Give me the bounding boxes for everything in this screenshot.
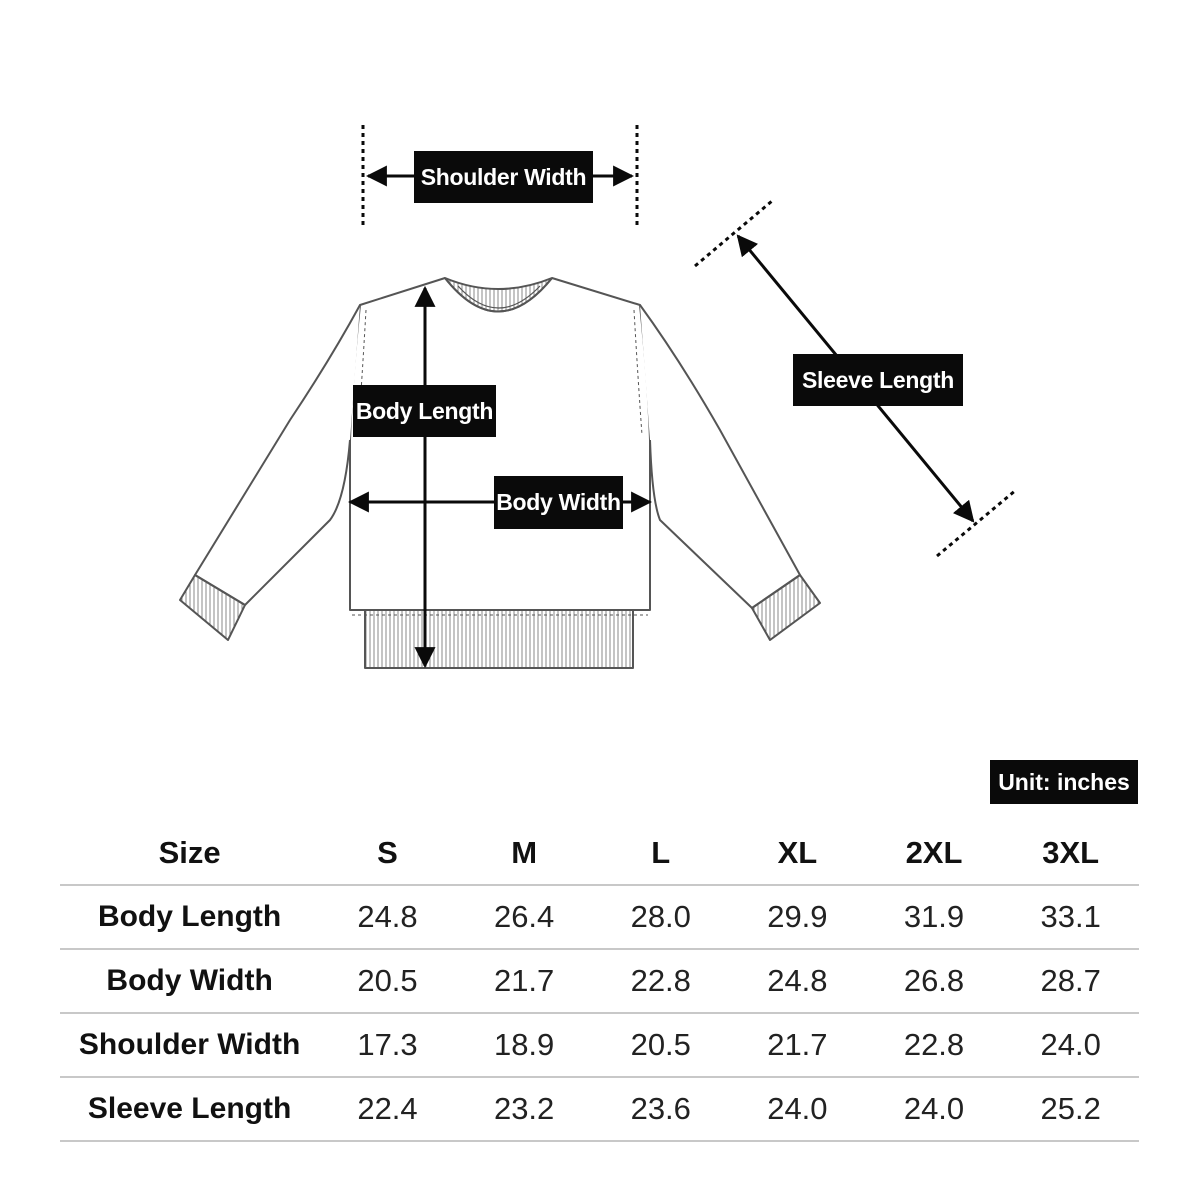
row-label: Shoulder Width xyxy=(78,1028,301,1061)
header-3xl: 3XL xyxy=(1002,822,1139,885)
table-cell: 23.2 xyxy=(493,1091,555,1126)
shoulder-width-label: Shoulder Width xyxy=(414,151,593,203)
table-cell: 21.7 xyxy=(493,963,555,998)
row-label: Sleeve Length xyxy=(87,1092,292,1125)
table-cell: 21.7 xyxy=(767,1027,828,1062)
table-cell: 26.8 xyxy=(903,963,965,998)
table-cell: 24.8 xyxy=(767,963,828,998)
table-cell: 20.5 xyxy=(357,963,418,998)
table-cell: 24.8 xyxy=(357,899,418,934)
header-size: Size xyxy=(60,822,319,885)
table-row xyxy=(60,949,1139,1013)
table-header-row xyxy=(60,822,1139,885)
table-cell: 22.8 xyxy=(903,1027,965,1062)
header-l: L xyxy=(592,822,729,885)
sweatshirt-outline-icon xyxy=(180,278,820,668)
header-s: S xyxy=(319,822,456,885)
table-cell: 22.4 xyxy=(357,1091,418,1126)
table-cell: 18.9 xyxy=(493,1027,555,1062)
table-cell: 23.6 xyxy=(630,1091,691,1126)
table-cell: 26.4 xyxy=(493,899,555,934)
sleeve-length-label: Sleeve Length xyxy=(793,354,963,406)
header-m: M xyxy=(456,822,593,885)
table-cell: 17.3 xyxy=(357,1027,418,1062)
table-cell: 28.7 xyxy=(1040,963,1101,998)
table-cell: 33.1 xyxy=(1040,899,1101,934)
body-length-label: Body Length xyxy=(353,385,496,437)
table-cell: 24.0 xyxy=(903,1091,965,1126)
body-width-label: Body Width xyxy=(494,476,623,529)
row-label: Body Length xyxy=(97,900,282,933)
table-cell: 29.9 xyxy=(767,899,828,934)
table-cell: 24.0 xyxy=(767,1091,828,1126)
header-2xl: 2XL xyxy=(866,822,1003,885)
table-cell: 20.5 xyxy=(630,1027,691,1062)
table-cell: 31.9 xyxy=(903,899,965,934)
header-xl: XL xyxy=(729,822,866,885)
table-cell: 25.2 xyxy=(1040,1091,1101,1126)
unit-badge: Unit: inches xyxy=(990,760,1138,804)
size-chart-table xyxy=(60,822,1139,1142)
row-label: Body Width xyxy=(106,964,273,997)
table-row xyxy=(60,1077,1139,1141)
table-cell: 28.0 xyxy=(630,899,691,934)
table-row xyxy=(60,885,1139,949)
table-cell: 22.8 xyxy=(630,963,691,998)
table-row xyxy=(60,1013,1139,1077)
table-cell: 24.0 xyxy=(1040,1027,1101,1062)
